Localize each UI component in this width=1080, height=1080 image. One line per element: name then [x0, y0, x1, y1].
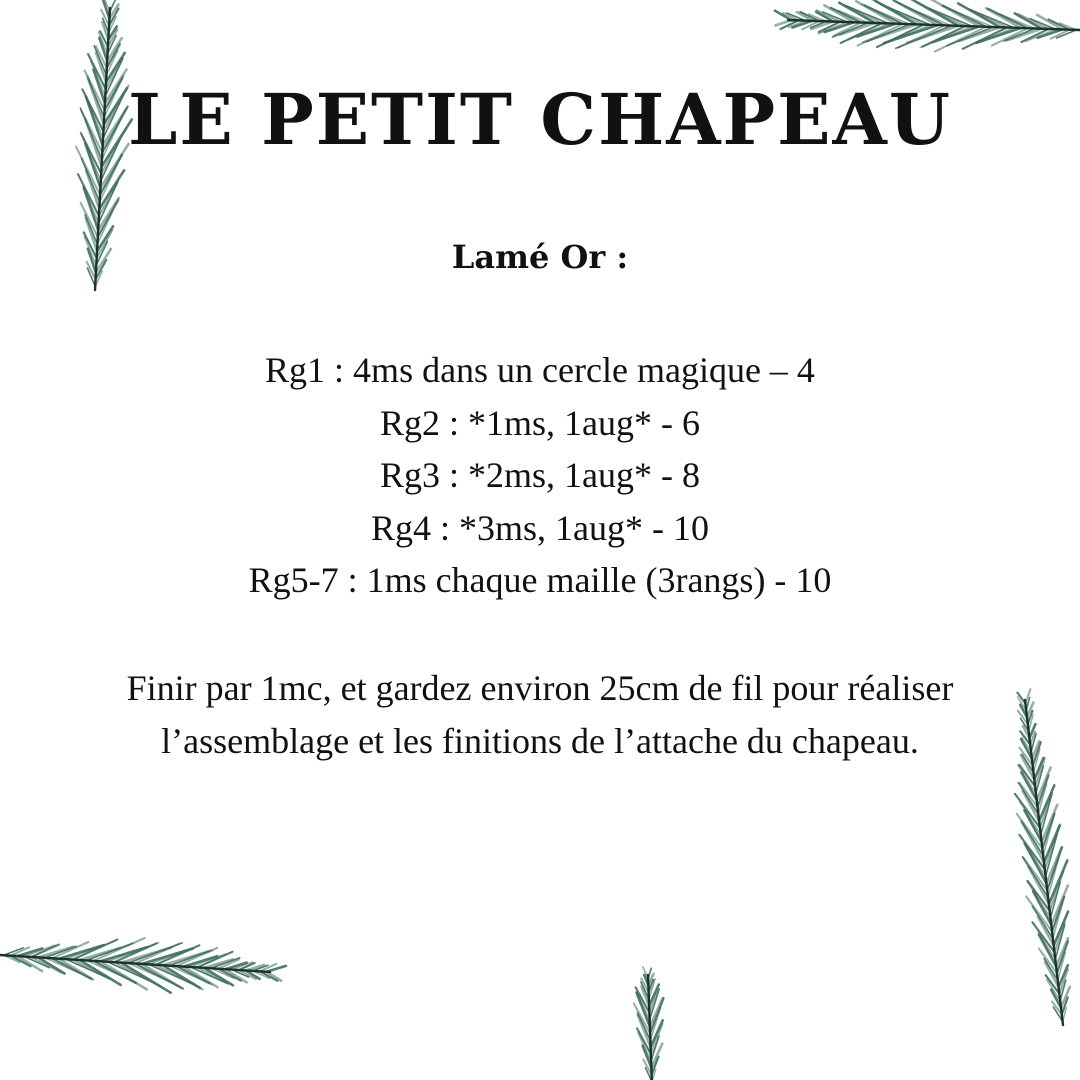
list-item: Rg5-7 : 1ms chaque maille (3rangs) - 10	[248, 560, 832, 600]
yarn-color-heading: Lamé Or :	[451, 238, 629, 276]
finishing-instructions: Finir par 1mc, et gardez environ 25cm de fil pour réaliser l’assemblage et les finitions de l’attache du chapeau.	[126, 668, 954, 761]
pine-branch-icon	[985, 700, 1080, 1030]
page-title: LE PETIT CHAPEAU	[128, 78, 952, 161]
list-item: Rg4 : *3ms, 1aug* - 10	[371, 507, 709, 548]
list-item: Rg2 : *1ms, 1aug* - 6	[380, 402, 700, 443]
rows-list	[0, 344, 1080, 607]
pine-branch-icon	[600, 970, 700, 1080]
pine-branch-icon	[0, 880, 280, 1030]
list-item: Rg1 : 4ms dans un cercle magique – 4	[265, 350, 815, 390]
list-item: Rg3 : *2ms, 1aug* - 8	[380, 455, 700, 495]
